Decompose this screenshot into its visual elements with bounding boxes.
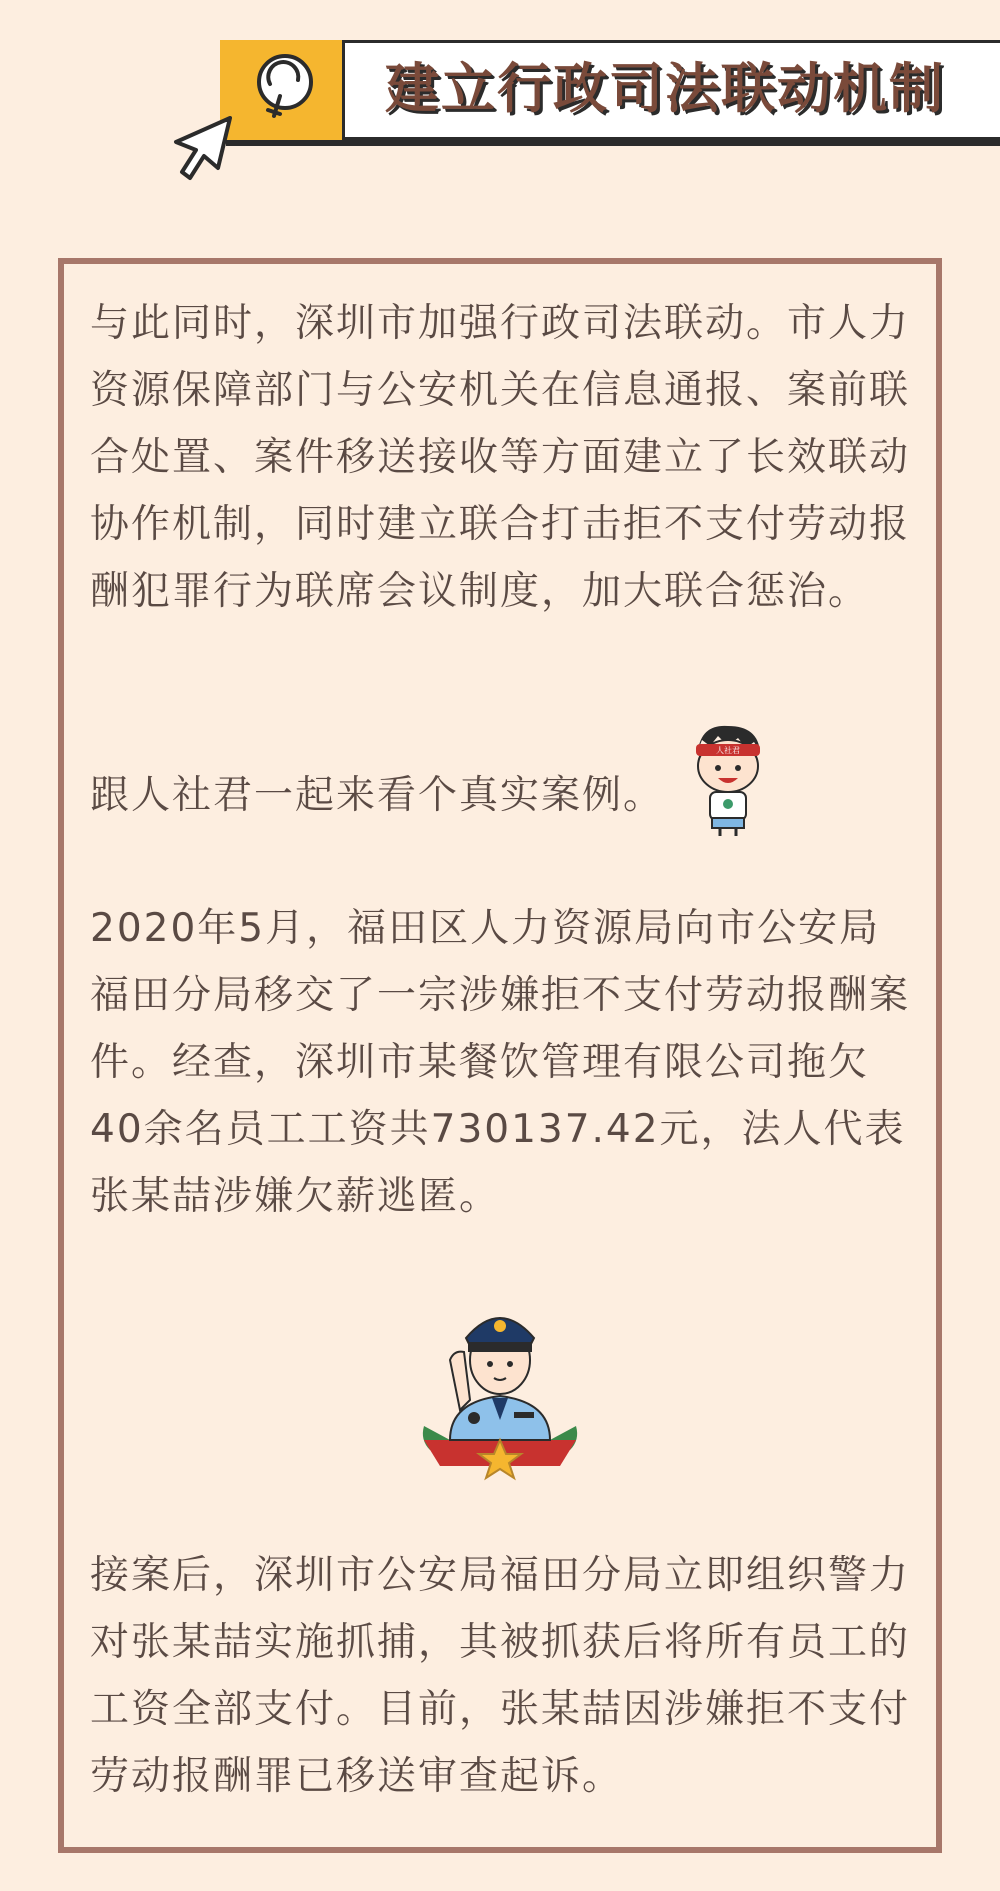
paragraph-case: 2020年5月，福田区人力资源局向市公安局福田分局移交了一宗涉嫌拒不支付劳动报酬案件。经查，深圳市某餐饮管理有限公司拖欠40余名员工工资共730137.42元，法人代表张某喆涉嫌欠薪逃匿。 (90, 906, 911, 1219)
page-title: 建立行政司法联动机制 (385, 57, 945, 120)
click-pointer-icon (220, 40, 345, 140)
mascot-badge: 人社君 (716, 746, 740, 755)
police-officer-icon (410, 1290, 590, 1485)
paragraph-intro: 与此同时，深圳市加强行政司法联动。市人力资源保障部门与公安机关在信息通报、案前联合处置、案件移送接收等方面建立了长效联动协作机制，同时建立联合打击拒不支付劳动报酬犯罪行为联席会议制度，加大联合惩治。 (90, 301, 911, 614)
mascot-kid-icon (688, 720, 768, 838)
paragraph-lead: 跟人社君一起来看个真实案例。 (90, 773, 665, 818)
header-icon-box (220, 40, 345, 140)
section-header (220, 40, 1000, 140)
paragraph-result: 接案后，深圳市公安局福田分局立即组织警力对张某喆实施抓捕，其被抓获后将所有员工的工资全部支付。目前，张某喆因涉嫌拒不支付劳动报酬罪已移送审查起诉。 (90, 1553, 911, 1799)
cursor-arrow-icon (168, 112, 238, 182)
